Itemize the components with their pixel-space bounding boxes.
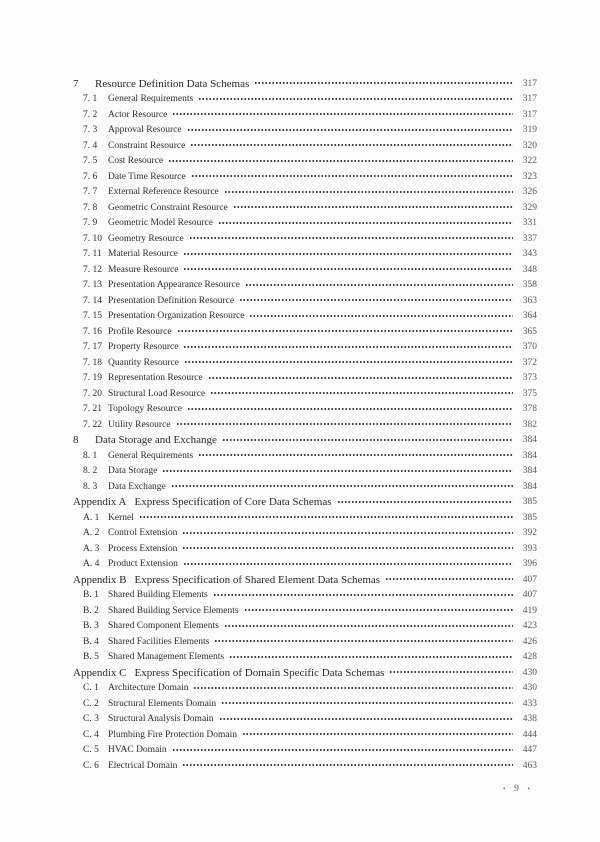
toc-entry-number: 7. 10 <box>83 233 102 244</box>
dot-leader-icon <box>221 696 513 712</box>
toc-entry-page: 392 <box>522 528 537 539</box>
toc-entry-number: B. 3 <box>83 621 99 632</box>
toc-entry-title: Measure Resource <box>108 264 179 275</box>
toc-entry-number: B. 2 <box>83 605 99 616</box>
toc-entry-page: 329 <box>522 202 537 213</box>
toc-entry-page: 370 <box>522 342 537 353</box>
toc-entry-number: C. 5 <box>83 745 99 756</box>
toc-entry-title: Actor Resource <box>108 109 168 120</box>
toc-list <box>73 76 537 774</box>
dot-leader-icon <box>233 200 513 216</box>
dot-leader-icon <box>182 526 513 542</box>
dot-leader-icon <box>190 138 513 154</box>
toc-entry-number: 7. 19 <box>83 373 102 384</box>
dot-leader-icon <box>214 634 513 650</box>
toc-entry-page: 320 <box>522 140 537 151</box>
toc-row <box>73 681 537 697</box>
toc-row <box>73 371 537 387</box>
toc-entry-number: Appendix B <box>73 573 127 586</box>
toc-entry-page: 384 <box>522 435 537 446</box>
toc-entry-page: 365 <box>522 326 537 337</box>
dot-leader-icon <box>254 76 513 92</box>
toc-row <box>73 464 537 480</box>
toc-entry-title: Data Storage and Exchange <box>95 434 217 447</box>
toc-row <box>73 572 537 588</box>
toc-entry-number: 7 <box>73 77 79 90</box>
dot-leader-icon <box>245 278 513 294</box>
toc-row <box>73 696 537 712</box>
toc-row <box>73 200 537 216</box>
toc-entry-page: 337 <box>522 233 537 244</box>
toc-entry-number: 7. 4 <box>83 140 98 151</box>
toc-row <box>73 510 537 526</box>
toc-row <box>73 92 537 108</box>
toc-entry-page: 323 <box>522 171 537 182</box>
dot-leader-icon <box>224 185 513 201</box>
toc-row <box>73 154 537 170</box>
toc-entry-page: 407 <box>522 574 537 585</box>
toc-entry-number: 7. 15 <box>83 311 102 322</box>
toc-entry-number: 7. 2 <box>83 109 98 120</box>
toc-entry-title: Date Time Resource <box>108 171 186 182</box>
toc-entry-page: 385 <box>522 497 537 508</box>
dot-leader-icon <box>183 262 513 278</box>
dot-leader-icon <box>189 231 513 247</box>
toc-row <box>73 557 537 573</box>
toc-entry-page: 348 <box>522 264 537 275</box>
toc-entry-page: 430 <box>522 667 537 678</box>
toc-entry-title: Representation Resource <box>108 373 203 384</box>
toc-row <box>73 216 537 232</box>
dot-leader-icon <box>224 619 513 635</box>
toc-row <box>73 278 537 294</box>
dot-leader-icon <box>229 650 513 666</box>
toc-entry-title: Express Specification of Domain Specific Data Schemas <box>134 666 385 679</box>
toc-entry-title: Cost Resource <box>108 156 164 167</box>
dot-leader-icon <box>177 324 513 340</box>
dot-leader-icon <box>176 417 513 433</box>
toc-entry-title: Product Extension <box>108 559 178 570</box>
toc-entry-page: 384 <box>522 450 537 461</box>
toc-row <box>73 231 537 247</box>
dot-leader-icon <box>244 603 513 619</box>
toc-row <box>73 138 537 154</box>
toc-row <box>73 479 537 495</box>
toc-entry-number: C. 2 <box>83 698 99 709</box>
toc-entry-number: 7. 13 <box>83 280 102 291</box>
toc-row <box>73 262 537 278</box>
toc-entry-title: Kernel <box>108 512 134 523</box>
dot-leader-icon <box>171 479 513 495</box>
toc-entry-number: 7. 5 <box>83 156 98 167</box>
toc-entry-page: 423 <box>522 621 537 632</box>
toc-entry-title: General Requirements <box>108 450 194 461</box>
toc-row <box>73 76 537 92</box>
toc-entry-page: 375 <box>522 388 537 399</box>
toc-row <box>73 123 537 139</box>
toc-row <box>73 665 537 681</box>
toc-entry-page: 407 <box>522 590 537 601</box>
toc-entry-title: External Reference Resource <box>108 187 219 198</box>
dot-leader-icon <box>249 309 513 325</box>
dot-leader-icon <box>183 557 513 573</box>
dot-leader-icon <box>187 123 513 139</box>
toc-row <box>73 526 537 542</box>
dot-leader-icon <box>242 727 513 743</box>
toc-entry-title: Data Storage <box>108 466 158 477</box>
toc-entry-number: 7. 18 <box>83 357 102 368</box>
toc-entry-page: 382 <box>522 419 537 430</box>
toc-row <box>73 293 537 309</box>
dot-leader-icon <box>385 572 513 588</box>
dot-leader-icon <box>222 433 513 449</box>
footer-left-dot: • <box>503 785 506 793</box>
toc-entry-title: Profile Resource <box>108 326 172 337</box>
toc-entry-number: A. 4 <box>83 559 100 570</box>
toc-entry-page: 378 <box>522 404 537 415</box>
toc-row <box>73 324 537 340</box>
dot-leader-icon <box>198 92 513 108</box>
toc-entry-title: Electrical Domain <box>108 760 178 771</box>
toc-entry-number: 7. 1 <box>83 94 98 105</box>
toc-entry-number: 8 <box>73 434 79 447</box>
toc-entry-page: 317 <box>522 94 537 105</box>
toc-entry-page: 438 <box>522 714 537 725</box>
dot-leader-icon <box>172 743 513 759</box>
toc-entry-number: A. 3 <box>83 543 100 554</box>
toc-entry-title: General Requirements <box>108 94 194 105</box>
toc-entry-title: Structural Analysis Domain <box>108 714 214 725</box>
toc-entry-title: Presentation Appearance Resource <box>108 280 240 291</box>
toc-entry-page: 319 <box>522 125 537 136</box>
toc-entry-title: Shared Facilities Elements <box>108 636 210 647</box>
toc-entry-title: Plumbing Fire Protection Domain <box>108 729 238 740</box>
toc-row <box>73 588 537 604</box>
toc-entry-title: Utility Resource <box>108 419 171 430</box>
toc-entry-page: 396 <box>522 559 537 570</box>
toc-entry-number: 7. 21 <box>83 404 102 415</box>
toc-entry-page: 372 <box>522 357 537 368</box>
dot-leader-icon <box>219 712 513 728</box>
dot-leader-icon <box>187 402 513 418</box>
toc-entry-title: Presentation Definition Resource <box>108 295 235 306</box>
toc-entry-page: 384 <box>522 466 537 477</box>
toc-entry-number: 7. 11 <box>83 249 102 260</box>
toc-entry-page: 393 <box>522 543 537 554</box>
toc-row <box>73 386 537 402</box>
toc-row <box>73 433 537 449</box>
toc-row <box>73 247 537 263</box>
toc-entry-page: 317 <box>522 109 537 120</box>
toc-entry-page: 433 <box>522 698 537 709</box>
toc-entry-number: 8. 2 <box>83 466 98 477</box>
toc-entry-page: 428 <box>522 652 537 663</box>
toc-entry-page: 358 <box>522 280 537 291</box>
dot-leader-icon <box>184 355 513 371</box>
toc-entry-title: Quantity Resource <box>108 357 179 368</box>
toc-entry-number: 8. 3 <box>83 481 98 492</box>
dot-leader-icon <box>218 216 513 232</box>
dot-leader-icon <box>183 340 513 356</box>
toc-entry-page: 430 <box>522 683 537 694</box>
toc-entry-page: 447 <box>522 745 537 756</box>
toc-entry-number: C. 6 <box>83 760 99 771</box>
toc-entry-number: 7. 6 <box>83 171 98 182</box>
toc-entry-title: Geometric Constraint Resource <box>108 202 228 213</box>
toc-entry-number: 7. 20 <box>83 388 102 399</box>
toc-entry-page: 364 <box>522 311 537 322</box>
toc-entry-title: Data Exchange <box>108 481 166 492</box>
toc-row <box>73 541 537 557</box>
toc-entry-number: 7. 12 <box>83 264 102 275</box>
toc-entry-page: 317 <box>522 78 537 89</box>
toc-entry-number: 8. 1 <box>83 450 98 461</box>
toc-entry-page: 444 <box>522 729 537 740</box>
toc-row <box>73 448 537 464</box>
toc-entry-number: 7. 16 <box>83 326 102 337</box>
toc-entry-title: Structural Elements Domain <box>108 698 217 709</box>
dot-leader-icon <box>208 371 513 387</box>
toc-entry-title: Resource Definition Data Schemas <box>95 77 250 90</box>
toc-entry-number: C. 4 <box>83 729 99 740</box>
dot-leader-icon <box>183 247 513 263</box>
toc-row <box>73 743 537 759</box>
toc-entry-title: Material Resource <box>108 249 178 260</box>
toc-entry-number: 7. 9 <box>83 218 98 229</box>
toc-row <box>73 603 537 619</box>
toc-entry-number: B. 4 <box>83 636 99 647</box>
toc-entry-page: 419 <box>522 605 537 616</box>
dot-leader-icon <box>182 758 513 774</box>
toc-row <box>73 727 537 743</box>
toc-entry-page: 363 <box>522 295 537 306</box>
toc-entry-number: 7. 3 <box>83 125 98 136</box>
toc-entry-title: Architecture Domain <box>108 683 189 694</box>
toc-entry-title: Presentation Organization Resource <box>108 311 245 322</box>
dot-leader-icon <box>191 169 513 185</box>
toc-row <box>73 340 537 356</box>
toc-entry-page: 322 <box>522 156 537 167</box>
toc-row <box>73 758 537 774</box>
toc-entry-number: Appendix C <box>73 666 127 679</box>
toc-row <box>73 650 537 666</box>
dot-leader-icon <box>168 154 513 170</box>
dot-leader-icon <box>182 541 513 557</box>
toc-entry-title: Express Specification of Shared Element Data Schemas <box>134 573 381 586</box>
dot-leader-icon <box>389 665 513 681</box>
toc-entry-title: Shared Building Elements <box>108 590 208 601</box>
toc-entry-title: Process Extension <box>108 543 178 554</box>
toc-entry-number: B. 5 <box>83 652 99 663</box>
toc-entry-page: 426 <box>522 636 537 647</box>
toc-entry-title: Property Resource <box>108 342 179 353</box>
toc-entry-title: Structural Load Resource <box>108 388 206 399</box>
dot-leader-icon <box>193 681 513 697</box>
toc-entry-page: 373 <box>522 373 537 384</box>
toc-row <box>73 495 537 511</box>
dot-leader-icon <box>337 495 513 511</box>
toc-entry-number: A. 1 <box>83 512 100 523</box>
toc-entry-title: Control Extension <box>108 528 178 539</box>
toc-entry-number: 7. 14 <box>83 295 102 306</box>
toc-row <box>73 634 537 650</box>
toc-entry-title: Geometry Resource <box>108 233 184 244</box>
toc-entry-page: 343 <box>522 249 537 260</box>
toc-row <box>73 185 537 201</box>
toc-entry-title: Constraint Resource <box>108 140 186 151</box>
toc-row <box>73 402 537 418</box>
dot-leader-icon <box>198 448 513 464</box>
toc-entry-number: C. 1 <box>83 683 99 694</box>
toc-entry-number: 7. 8 <box>83 202 98 213</box>
dot-leader-icon <box>239 293 513 309</box>
toc-entry-title: HVAC Domain <box>108 745 167 756</box>
toc-row <box>73 169 537 185</box>
footer-page-number: 9 <box>514 784 519 794</box>
toc-entry-title: Topology Resource <box>108 404 183 415</box>
footer-right-dot: • <box>527 785 530 793</box>
dot-leader-icon <box>213 588 513 604</box>
dot-leader-icon <box>172 107 513 123</box>
page-footer <box>503 784 530 794</box>
toc-row <box>73 107 537 123</box>
dot-leader-icon <box>162 464 513 480</box>
toc-entry-number: 7. 22 <box>83 419 102 430</box>
toc-entry-page: 331 <box>522 218 537 229</box>
toc-entry-number: A. 2 <box>83 528 100 539</box>
toc-entry-title: Shared Building Service Elements <box>108 605 239 616</box>
toc-entry-number: B. 1 <box>83 590 99 601</box>
toc-entry-page: 385 <box>522 512 537 523</box>
toc-row <box>73 712 537 728</box>
toc-entry-title: Shared Management Elements <box>108 652 225 663</box>
toc-entry-title: Express Specification of Core Data Schemas <box>134 496 332 509</box>
toc-entry-number: 7. 17 <box>83 342 102 353</box>
toc-row <box>73 619 537 635</box>
toc-entry-number: 7. 7 <box>83 187 98 198</box>
toc-row <box>73 417 537 433</box>
toc-entry-page: 326 <box>522 187 537 198</box>
dot-leader-icon <box>139 510 513 526</box>
toc-entry-title: Approval Resource <box>108 125 182 136</box>
toc-entry-page: 463 <box>522 760 537 771</box>
toc-row <box>73 309 537 325</box>
toc-entry-number: C. 3 <box>83 714 99 725</box>
toc-row <box>73 355 537 371</box>
toc-entry-title: Shared Component Elements <box>108 621 219 632</box>
dot-leader-icon <box>210 386 513 402</box>
toc-entry-title: Geometric Model Resource <box>108 218 213 229</box>
toc-entry-number: Appendix A <box>73 496 127 509</box>
toc-entry-page: 384 <box>522 481 537 492</box>
